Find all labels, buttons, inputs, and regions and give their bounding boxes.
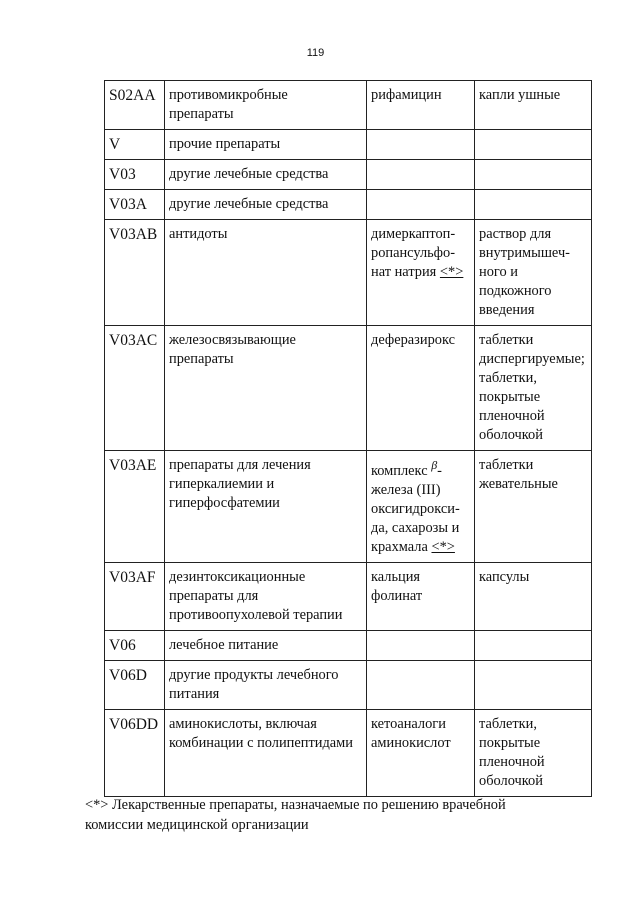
group-cell: аминокислоты, включая комбинации с полипептидами [165,710,367,797]
page-number: 119 [306,47,325,59]
substance-cell [367,631,475,661]
dosage-form-cell [475,130,592,160]
atc-code-cell: V03AC [105,326,165,451]
substance-cell [367,160,475,190]
substance-prefix: комплекс [371,463,428,479]
substance-cell: кетоаналоги аминокислот [367,710,475,797]
substance-cell [367,220,475,326]
substance-cell: кальция фолинат [367,563,475,631]
substance-cell [367,130,475,160]
table-row [105,190,592,220]
atc-code-cell: V03AF [105,563,165,631]
substance-cell [367,661,475,710]
footnote: <*> Лекарственные препараты, назначаемые по решению врачебной комиссии медицинской организации [85,797,506,833]
beta-symbol: β [431,458,438,472]
atc-code-cell: V [105,130,165,160]
table-row [105,326,592,451]
group-cell: другие продукты лечебного питания [165,661,367,710]
table-row [105,710,592,797]
dosage-form-cell: капли ушные [475,81,592,130]
substance-line: да, сахарозы и [371,520,460,536]
dosage-form-cell [475,190,592,220]
table-row [105,631,592,661]
group-cell: противомикробные препараты [165,81,367,130]
substance-cell: деферазирокс [367,326,475,451]
table-row [105,81,592,130]
footnote-mark: <*> [439,264,464,280]
substance-cell: комплекс $^\beta$- железа (III) оксигидрокси- да, сахарозы и крахмала <*> [367,451,475,563]
substance-cell: рифамицин [367,81,475,130]
dosage-form-cell [475,631,592,661]
atc-code-cell: V03AB [105,220,165,326]
group-cell: антидоты [165,220,367,326]
dosage-form-cell: таблетки жевательные [475,451,592,563]
atc-code-cell: V06 [105,631,165,661]
drug-list-table [104,80,592,797]
atc-code-cell: S02AA [105,81,165,130]
atc-code-cell: V06DD [105,710,165,797]
substance-cell [367,190,475,220]
dosage-form-cell [475,661,592,710]
group-cell: железосвязывающие препараты [165,326,367,451]
substance-line: оксигидрокси- [371,501,460,517]
dosage-form-cell [475,160,592,190]
drug-list-body [105,81,592,797]
table-row [105,661,592,710]
atc-code-cell: V03 [105,160,165,190]
substance-line: железа (III) [371,482,441,498]
table-row [105,451,592,563]
table-row [105,220,592,326]
group-cell: препараты для лечения гиперкалиемии и гиперфосфатемии [165,451,367,563]
table-row [105,563,592,631]
group-cell: прочие препараты [165,130,367,160]
group-cell: другие лечебные средства [165,190,367,220]
group-cell: лечебное питание [165,631,367,661]
table-row [105,130,592,160]
dosage-form-cell: таблетки диспергируемые; таблетки, покрытые пленочной оболочкой [475,326,592,451]
atc-code-cell: V03A [105,190,165,220]
dosage-form-cell: таблетки, покрытые пленочной оболочкой [475,710,592,797]
table-row [105,160,592,190]
group-cell: дезинтоксикационные препараты для противоопухолевой терапии [165,563,367,631]
atc-code-cell: V06D [105,661,165,710]
atc-code-cell: V03AE [105,451,165,563]
substance-last: крахмала [371,539,428,555]
substance-line: ропансульфо- [371,245,455,261]
substance-last: нат натрия [371,264,437,280]
dosage-form-cell: раствор для внутримышеч- ного и подкожного введения [475,220,592,326]
substance-line: димеркаптоп- [371,226,456,242]
group-cell: другие лечебные средства [165,160,367,190]
footnote-mark: <*> [431,539,455,555]
dosage-form-cell: капсулы [475,563,592,631]
